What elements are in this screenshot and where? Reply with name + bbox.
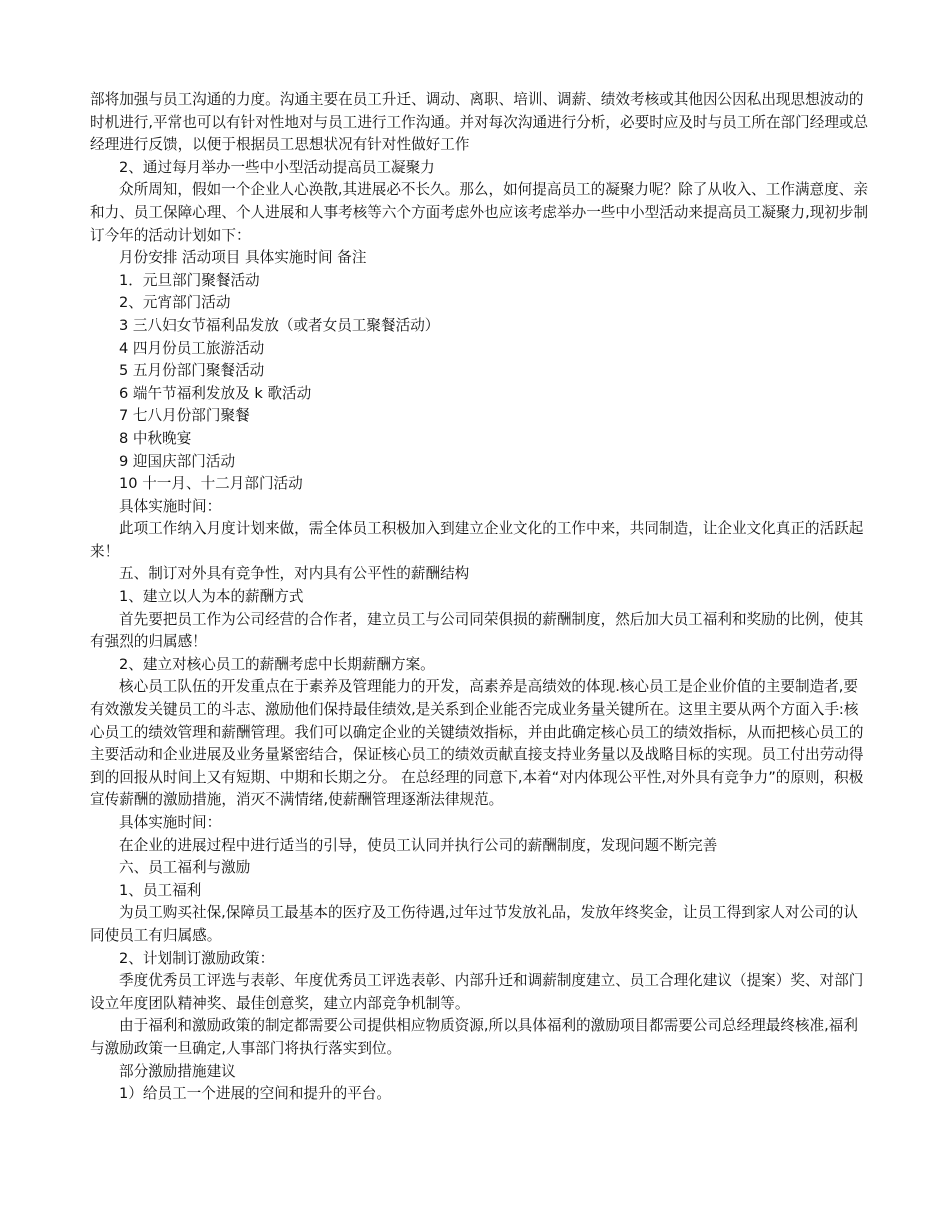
paragraph: 部将加强与员工沟通的力度。沟通主要在员工升迁、调动、离职、培训、调薪、绩效考核或其他因公因私出现思想波动的时机进行,平常也可以有针对性地对与员工进行工作沟通。并对每次沟通进行分析，必要时应及时与员工所在部门经理或总经理进行反馈，以便于根据员工思想状况有针对性做好工作	[90, 91, 869, 154]
paragraph: 8 中秋晚宴	[119, 429, 192, 447]
paragraph: 6 端午节福利发放及 k 歌活动	[119, 384, 312, 402]
paragraph: 2、通过每月举办一些中小型活动提高员工凝聚力	[119, 158, 435, 176]
paragraph: 2、建立对核心员工的薪酬考虑中长期薪酬方案。	[119, 655, 435, 673]
paragraph: 9 迎国庆部门活动	[119, 452, 236, 470]
paragraph: 部分激励措施建议	[119, 1062, 236, 1080]
paragraph: 季度优秀员工评选与表彰、年度优秀员工评选表彰、内部升迁和调薪制度建立、员工合理化建议（提案）奖、对部门设立年度团队精神奖、最佳创意奖，建立内部竞争机制等。	[90, 972, 864, 1012]
paragraph: 众所周知，假如一个企业人心涣散,其进展必不长久。那么，如何提高员工的凝聚力呢？除了从收入、工作满意度、亲和力、员工保障心理、个人进展和人事考核等六个方面考虑外也应该考虑举办一些中小型活动来提高员工凝聚力,现初步制订今年的活动计划如下：	[90, 181, 869, 244]
paragraph: 此项工作纳入月度计划来做，需全体员工积极加入到建立企业文化的工作中来，共同制造，让企业文化真正的活跃起来！	[90, 520, 864, 560]
paragraph: 核心员工队伍的开发重点在于素养及管理能力的开发，高素养是高绩效的体现.核心员工是企业价值的主要制造者,要有效激发关键员工的斗志、激励他们保持最佳绩效,是关系到企业能否完成业务量关键所在。这里主要从两个方面入手:核心员工的绩效管理和薪酬管理。我们可以确定企业的关键绩效指标，并由此确定核心员工的绩效指标，从而把核心员工的主要活动和企业进展及业务量紧密结合，保证核心员工的绩效贡献直接支持业务量以及战略目标的实现。员工付出劳动得到的回报从时间上又有短期、中期和长期之分。 在总经理的同意下,本着“对内体现公平性,对外具有竞争力”的原则，积极宣传薪酬的激励措施，消灭不满情绪,使薪酬管理逐渐法律规范。	[90, 678, 864, 809]
paragraph: 具体实施时间：	[119, 497, 222, 515]
paragraph: 月份安排 活动项目 具体实施时间 备注	[119, 249, 367, 267]
paragraph: 1、员工福利	[119, 881, 202, 899]
paragraph: 1）给员工一个进展的空间和提升的平台。	[119, 1085, 391, 1103]
paragraph: 1．元旦部门聚餐活动	[119, 271, 260, 289]
paragraph: 7 七八月份部门聚餐	[119, 407, 250, 425]
paragraph: 5 五月份部门聚餐活动	[119, 362, 265, 380]
paragraph: 1、建立以人为本的薪酬方式	[119, 588, 304, 606]
paragraph: 由于福利和激励政策的制定都需要公司提供相应物质资源,所以具体福利的激励项目都需要公司总经理最终核准,福利与激励政策一旦确定,人事部门将执行落实到位。	[90, 1017, 858, 1057]
paragraph: 首先要把员工作为公司经营的合作者，建立员工与公司同荣俱损的薪酬制度，然后加大员工福利和奖励的比例，使其有强烈的归属感！	[90, 610, 864, 651]
paragraph: 2、元宵部门活动	[119, 294, 231, 312]
paragraph: 六、员工福利与激励	[119, 859, 251, 877]
paragraph: 2、计划制订激励政策：	[119, 949, 275, 967]
document-body	[90, 89, 870, 1106]
paragraph: 五、制订对外具有竞争性，对内具有公平性的薪酬结构	[119, 565, 470, 583]
paragraph: 10 十一月、十二月部门活动	[119, 475, 303, 493]
paragraph: 在企业的进展过程中进行适当的引导，使员工认同并执行公司的薪酬制度，发现问题不断完善	[119, 836, 718, 854]
paragraph: 具体实施时间：	[119, 814, 222, 831]
paragraph: 为员工购买社保,保障员工最基本的医疗及工伤待遇,过年过节发放礼品，发放年终奖金，让员工得到家人对公司的认同使员工有归属感。	[90, 904, 858, 944]
paragraph: 3 三八妇女节福利品发放（或者女员工聚餐活动）	[119, 316, 440, 334]
paragraph: 4 四月份员工旅游活动	[119, 339, 265, 357]
